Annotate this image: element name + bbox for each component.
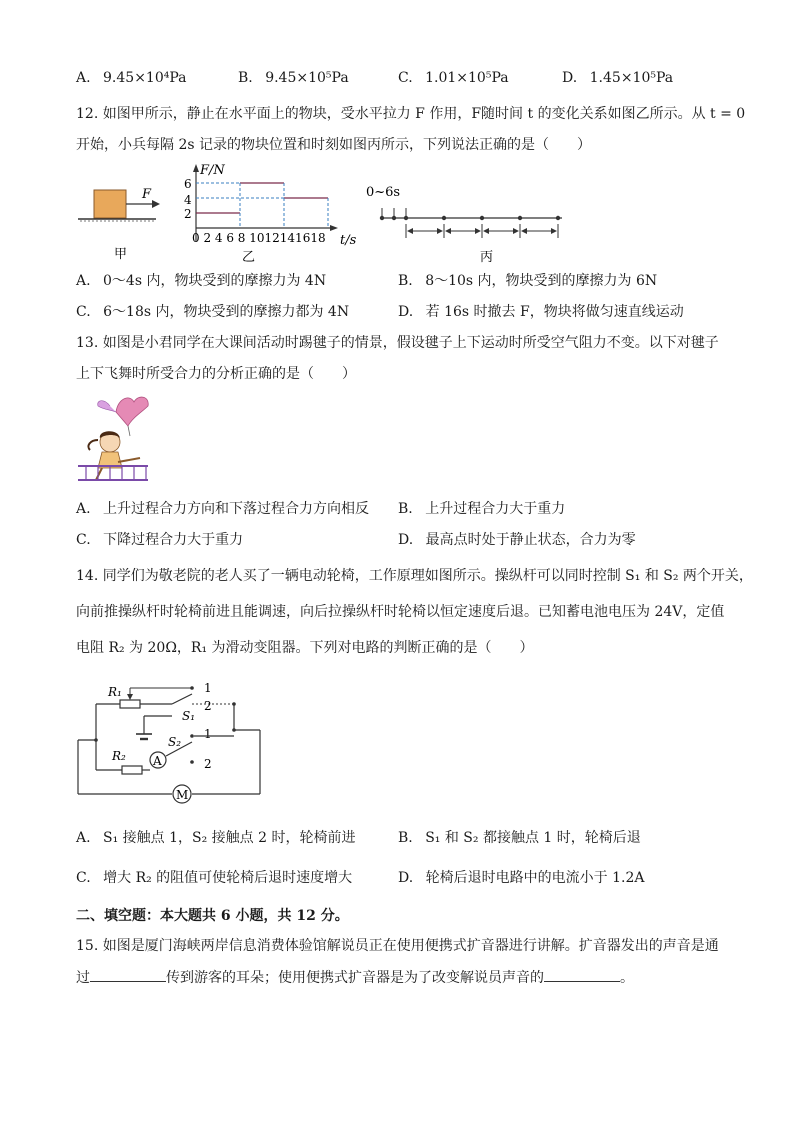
q11-option-d [562, 68, 673, 88]
section-title: 二、填空题：本大题共 6 小题，共 12 分。 [76, 908, 349, 924]
q14-option-d-letter: D. [398, 870, 414, 886]
force-label: F [142, 187, 152, 202]
q14-option-c-letter: C. [76, 870, 91, 886]
force-arrowhead-icon [152, 200, 160, 208]
q14-option-d [398, 868, 644, 888]
q12-option-a [76, 271, 326, 291]
y-tick-4: 4 [184, 193, 192, 207]
q15-blank-2[interactable] [544, 967, 620, 982]
x-axis-label: t/s [340, 233, 357, 248]
q15-line2-start: 过 [76, 970, 90, 986]
y-tick-6: 6 [184, 177, 192, 191]
q11-option-a [76, 68, 186, 88]
q12-option-b-text: 8～10s 内，物块受到的摩擦力为 6N [425, 273, 658, 289]
q12-option-c-text: 6～18s 内，物块受到的摩擦力都为 4N [103, 304, 350, 320]
q15-stem-line1: 15. 如图是厦门海峡两岸信息消费体验馆解说员正在使用便携式扩音器进行讲解。扩音器发出的声音是通 [76, 938, 719, 954]
q12-figure-yi [182, 160, 366, 266]
fig-yi-label: 乙 [242, 250, 256, 265]
s2-label: S₂ [168, 735, 182, 749]
q11-option-d-text: 1.45×10⁵Pa [589, 70, 674, 86]
q13-option-a [76, 499, 369, 519]
motor-label: M [176, 788, 189, 802]
q12-option-d-letter: D. [398, 304, 414, 320]
q13-illustration [76, 392, 166, 492]
girl-leg-icon [118, 458, 140, 462]
q13-option-b-letter: B. [398, 501, 413, 517]
q15-blank-1[interactable] [90, 967, 166, 982]
q11-option-b-text: 9.45×10⁵Pa [265, 70, 349, 86]
shuttlecock-icon [116, 397, 148, 426]
q14-option-c [76, 868, 352, 888]
q13-option-b-text: 上升过程合力大于重力 [425, 501, 566, 517]
y-tick-2: 2 [184, 207, 192, 221]
slider-arrow-icon [127, 694, 133, 700]
junction-dot-right [232, 728, 236, 732]
q14-stem-line2: 向前推操纵杆时轮椅前进且能调速，向后拉操纵杆时轮椅以恒定速度后退。已知蓄电池电压为 24V，定值 [76, 604, 725, 620]
s1-contact-1-label: 1 [204, 681, 212, 695]
fig-jia-label: 甲 [114, 247, 128, 260]
s1-label: S₁ [182, 709, 196, 723]
q14-option-a-text: S₁ 接触点 1，S₂ 接触点 2 时，轮椅前进 [103, 830, 356, 846]
q12-option-d-text: 若 16s 时撤去 F，物块将做匀速直线运动 [425, 304, 684, 320]
resistor-r2 [122, 766, 142, 774]
q14-option-b [398, 828, 641, 848]
s2-contact-1-dot [190, 734, 194, 738]
s1-contact-2-label: 2 [204, 699, 212, 713]
q13-option-c-text: 下降过程合力大于重力 [103, 532, 244, 548]
fig-bing-label: 丙 [480, 250, 494, 265]
marker-3 [442, 216, 446, 220]
shuttlecock-base [128, 426, 130, 436]
q11-option-c-letter: C. [398, 70, 413, 86]
q14-option-a [76, 828, 356, 848]
q12-option-b [398, 271, 657, 291]
q11-option-a-text: 9.45×10⁴Pa [103, 70, 187, 86]
q15-line2-middle: 传到游客的耳朵；使用便携式扩音器是为了改变解说员声音的 [166, 970, 544, 986]
q13-option-d-text: 最高点时处于静止状态，合力为零 [425, 532, 636, 548]
q12-option-c [76, 302, 349, 322]
q14-stem-line1: 14. 同学们为敬老院的老人买了一辆电动轮椅，工作原理如图所示。操纵杆可以同时控制 S₁ 和 S₂ 两个开关， [76, 568, 753, 584]
q11-option-b-letter: B. [238, 70, 253, 86]
y-axis-label: F/N [200, 163, 225, 178]
girl-ponytail-icon [88, 440, 98, 450]
resistor-r1 [120, 700, 140, 708]
marker-5 [518, 216, 522, 220]
q13-option-c [76, 530, 243, 550]
q14-option-b-text: S₁ 和 S₂ 都接触点 1 时，轮椅后退 [425, 830, 641, 846]
s2-contact-2-dot [190, 760, 194, 764]
q11-option-a-letter: A. [76, 70, 91, 86]
q12-option-a-text: 0～4s 内，物块受到的摩擦力为 4N [103, 273, 327, 289]
q13-option-c-letter: C. [76, 532, 91, 548]
q14-option-b-letter: B. [398, 830, 413, 846]
q12-option-a-letter: A. [76, 273, 91, 289]
q13-option-a-text: 上升过程合力方向和下落过程合力方向相反 [103, 501, 370, 517]
q14-stem-line3: 电阻 R₂ 为 20Ω，R₁ 为滑动变阻器。下列对电路的判断正确的是（ ） [76, 640, 534, 656]
q11-option-c [398, 68, 509, 88]
q11-option-c-text: 1.01×10⁵Pa [425, 70, 509, 86]
q11-option-d-letter: D. [562, 70, 578, 86]
girl-leg2-icon [96, 468, 102, 480]
s2-contact-1-label: 1 [204, 727, 212, 741]
marker-4 [480, 216, 484, 220]
ammeter-label: A [153, 754, 162, 768]
q12-option-c-letter: C. [76, 304, 91, 320]
q12-stem-line2: 开始，小兵每隔 2s 记录的物块位置和时刻如图丙所示，下列说法正确的是（ ） [76, 137, 591, 153]
q12-stem-line1: 12. 如图甲所示，静止在水平面上的物块，受水平拉力 F 作用，F随时间 t 的变化关系如图乙所示。从 t = 0 [76, 106, 746, 122]
shuttlecock-feather-icon [98, 401, 116, 412]
q12-option-b-letter: B. [398, 273, 413, 289]
q12-figure-jia [76, 180, 166, 260]
q13-option-d [398, 530, 636, 550]
q11-option-b [238, 68, 349, 88]
q13-stem-line2: 上下飞舞时所受合力的分析正确的是（ ） [76, 366, 356, 382]
block-shape [94, 190, 126, 218]
q15-stem-line2 [76, 967, 634, 988]
x-axis-arrowhead-icon [330, 225, 338, 231]
q14-option-c-text: 增大 R₂ 的阻值可使轮椅后退时速度增大 [103, 870, 353, 886]
r1-label: R₁ [108, 685, 122, 699]
q13-option-d-letter: D. [398, 532, 414, 548]
q13-option-b [398, 499, 565, 519]
marker-6 [556, 216, 560, 220]
q14-option-d-text: 轮椅后退时电路中的电流小于 1.2A [425, 870, 645, 886]
q12-option-d [398, 302, 684, 322]
x-tick-labels: 0 2 4 6 8 1012141618 [192, 231, 326, 245]
range-label: 0~6s [366, 185, 401, 200]
q14-option-a-letter: A. [76, 830, 91, 846]
s1-contact-1-dot [190, 686, 194, 690]
q14-circuit-diagram [72, 676, 272, 808]
s1-blade [172, 694, 192, 704]
r2-label: R₂ [112, 749, 126, 763]
s2-contact-2-label: 2 [204, 757, 212, 771]
q13-option-a-letter: A. [76, 501, 91, 517]
q13-stem-line1: 13. 如图是小君同学在大课间活动时踢毽子的情景，假设毽子上下运动时所受空气阻力不变。以下对毽子 [76, 335, 719, 351]
q15-line2-end: 。 [620, 970, 634, 986]
q12-figure-bing [362, 180, 572, 266]
y-axis-arrowhead-icon [193, 164, 199, 172]
